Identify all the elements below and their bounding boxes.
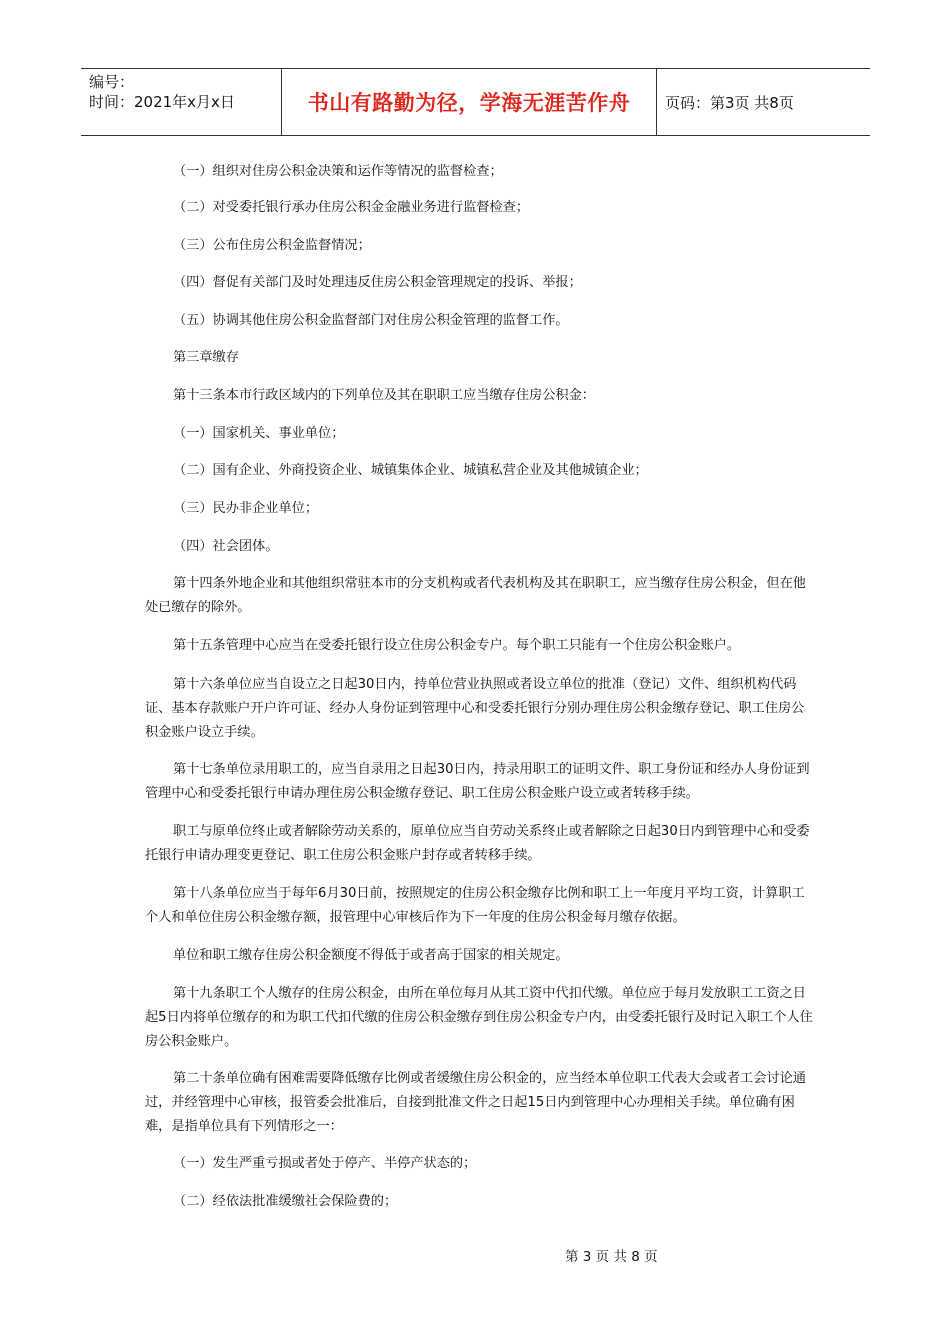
header-motto-cell — [282, 69, 657, 135]
paragraph: （五）协调其他住房公积金监督部门对住房公积金管理的监督工作。 — [173, 313, 569, 328]
header-motto: 书山有路勤为径，学海无涯苦作舟 — [307, 91, 631, 115]
paragraph: 第十四条外地企业和其他组织常驻本市的分支机构或者代表机构及其在职职工，应当缴存住房公积金，但在他处已缴存的除外。 — [145, 576, 806, 615]
header-page-info: 页码：第3页 共8页 — [665, 93, 794, 112]
paragraph: （四）督促有关部门及时处理违反住房公积金管理规定的投诉、举报； — [173, 275, 582, 290]
page-footer: 第 3 页 共 8 页 — [565, 1249, 658, 1265]
header-page-cell — [657, 69, 870, 135]
document-date: 时间：2021年x月x日 — [89, 93, 235, 111]
document-header — [81, 68, 870, 136]
paragraph: 单位和职工缴存住房公积金额度不得低于或者高于国家的相关规定。 — [173, 948, 569, 963]
paragraph: 职工与原单位终止或者解除劳动关系的，原单位应当自劳动关系终止或者解除之日起30日内到管理中心和受委托银行申请办理变更登记、职工住房公积金账户封存或者转移手续。 — [145, 824, 810, 863]
paragraph: 第二十条单位确有困难需要降低缴存比例或者缓缴住房公积金的，应当经本单位职工代表大会或者工会讨论通过，并经管理中心审核，报管委会批准后，自接到批准文件之日起15日内到管理中心办理相关手续。单位确有困难，是指单位具有下列情形之一： — [145, 1071, 806, 1134]
paragraph: 第十三条本市行政区域内的下列单位及其在职职工应当缴存住房公积金： — [173, 388, 595, 403]
paragraph: （一）组织对住房公积金决策和运作等情况的监督检查； — [173, 164, 503, 179]
paragraph: （三）公布住房公积金监督情况； — [173, 238, 371, 253]
paragraph: 第十八条单位应当于每年6月30日前，按照规定的住房公积金缴存比例和职工上一年度月平均工资，计算职工个人和单位住房公积金缴存额，报管理中心审核后作为下一年度的住房公积金每月缴存依据。 — [145, 886, 805, 925]
paragraph: 第十五条管理中心应当在受委托银行设立住房公积金专户。每个职工只能有一个住房公积金账户。 — [173, 638, 741, 653]
paragraph: 第十九条职工个人缴存的住房公积金，由所在单位每月从其工资中代扣代缴。单位应于每月发放职工工资之日起5日内将单位缴存的和为职工代扣代缴的住房公积金缴存到住房公积金专户内，由受委托银行及时记入职工个人住房公积金账户。 — [145, 986, 813, 1049]
header-meta-cell — [81, 69, 282, 135]
paragraph: （四）社会团体。 — [173, 539, 279, 554]
chapter-heading: 第三章缴存 — [173, 350, 239, 365]
paragraph: 第十七条单位录用职工的，应当自录用之日起30日内，持录用职工的证明文件、职工身份证和经办人身份证到管理中心和受委托银行申请办理住房公积金缴存登记、职工住房公积金账户设立或者转移手续。 — [145, 762, 810, 801]
paragraph: （二）经依法批准缓缴社会保险费的； — [173, 1194, 398, 1209]
document-number-label: 编号： — [89, 73, 135, 91]
paragraph: （一）发生严重亏损或者处于停产、半停产状态的； — [173, 1156, 477, 1171]
paragraph: 第十六条单位应当自设立之日起30日内，持单位营业执照或者设立单位的批准（登记）文件、组织机构代码证、基本存款账户开户许可证、经办人身份证到管理中心和受委托银行分别办理住房公积金缴存登记、职工住房公积金账户设立手续。 — [145, 677, 805, 740]
paragraph: （三）民办非企业单位； — [173, 501, 319, 516]
paragraph: （二）对受委托银行承办住房公积金金融业务进行监督检查； — [173, 200, 530, 215]
paragraph: （一）国家机关、事业单位； — [173, 426, 345, 441]
paragraph: （二）国有企业、外商投资企业、城镇集体企业、城镇私营企业及其他城镇企业； — [173, 463, 648, 478]
